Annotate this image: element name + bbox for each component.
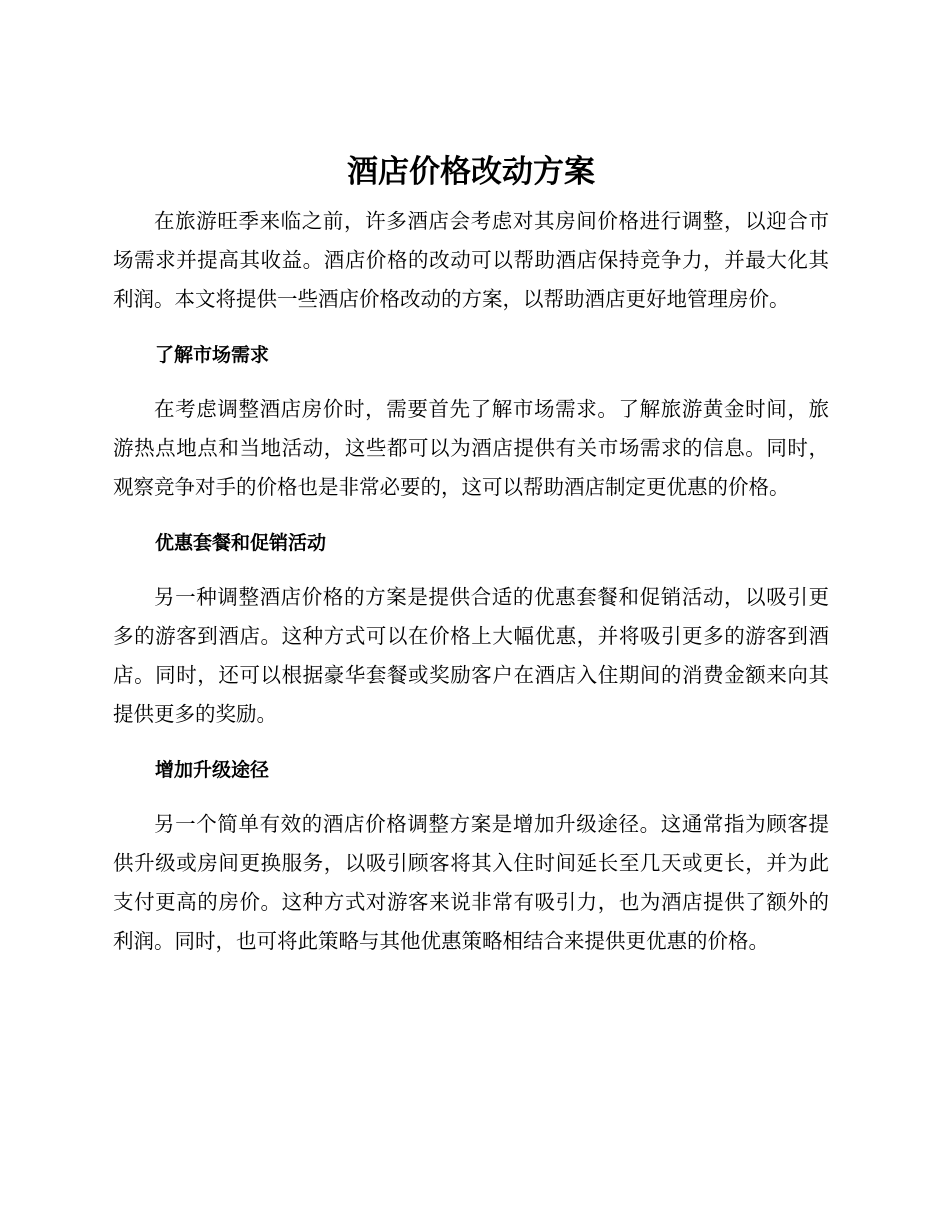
section-packages-promotions (113, 528, 829, 734)
intro-paragraph: 在旅游旺季来临之前，许多酒店会考虑对其房间价格进行调整，以迎合市场需求并提高其收益。酒店价格的改动可以帮助酒店保持竞争力，并最大化其利润。本文将提供一些酒店价格改动的方案，以帮助酒店更好地管理房价。 (113, 209, 829, 311)
section-heading: 了解市场需求 (155, 344, 270, 366)
section-paragraph: 另一个简单有效的酒店价格调整方案是增加升级途径。这通常指为顾客提供升级或房间更换服务，以吸引顾客将其入住时间延长至几天或更长，并为此支付更高的房价。这种方式对游客来说非常有吸引力，也为酒店提供了额外的利润。同时，也可将此策略与其他优惠策略相结合来提供更优惠的价格。 (113, 812, 829, 953)
section-upgrade-paths (113, 755, 829, 961)
section-heading: 增加升级途径 (155, 759, 270, 781)
section-paragraph: 在考虑调整酒店房价时，需要首先了解市场需求。了解旅游黄金时间，旅游热点地点和当地活动，这些都可以为酒店提供有关市场需求的信息。同时，观察竞争对手的价格也是非常必要的，这可以帮助酒店制定更优惠的价格。 (113, 397, 829, 499)
document-title: 酒店价格改动方案 (347, 154, 595, 190)
section-heading: 优惠套餐和促销活动 (155, 532, 327, 554)
section-market-demand (113, 340, 829, 507)
section-paragraph: 另一种调整酒店价格的方案是提供合适的优惠套餐和促销活动，以吸引更多的游客到酒店。这种方式可以在价格上大幅优惠，并将吸引更多的游客到酒店。同时，还可以根据豪华套餐或奖励客户在酒店入住期间的消费金额来向其提供更多的奖励。 (113, 585, 829, 726)
